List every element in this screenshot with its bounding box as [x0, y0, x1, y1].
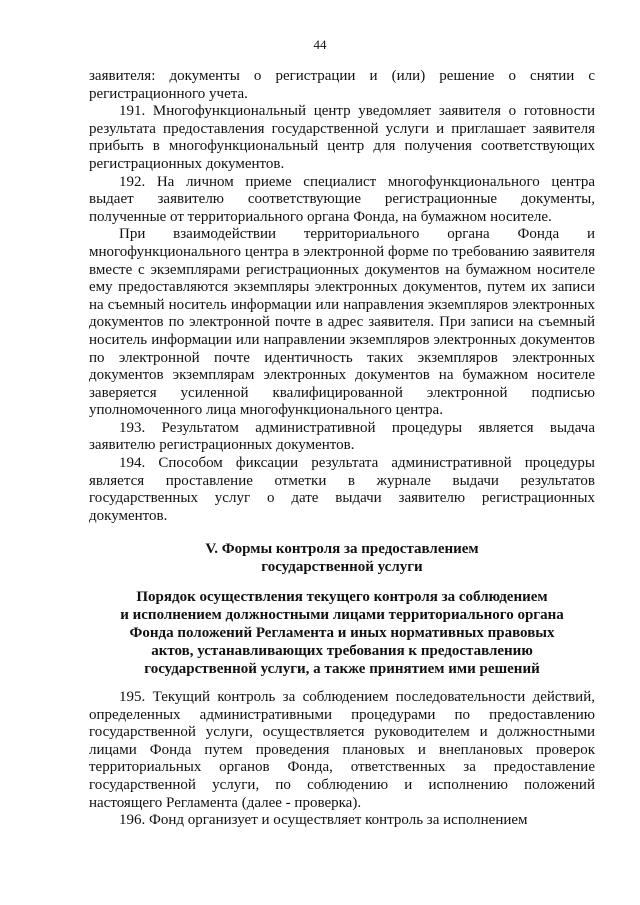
- paragraph-192-interaction: При взаимодействии территориального органа Фонда и многофункционального центра в электронной форме по требованию заявителя вместе с экземплярами регистрационных документов на бумажном носителе ему предоставляются экземпляры электронных документов, путем их записи на съемный носитель информации или направления экземпляров электронных документов по электронной почте в адрес заявителя. При записи на съемный носитель информации или направлении экземпляров электронных документов по электронной почте идентичность таких экземпляров электронных документов экземплярам электронных документов на бумажном носителе заверяется усиленной квалифицированной электронной подписью уполномоченного лица многофункционального центра.: [89, 226, 595, 419]
- subsection-title-line-1: Порядок осуществления текущего контроля за соблюдением: [136, 589, 548, 605]
- subsection-title-line-4: актов, устанавливающих требования к предоставлению: [151, 643, 533, 659]
- subsection-heading: [89, 588, 595, 678]
- paragraph-continuation: заявителя: документы о регистрации и (или) решение о снятии с регистрационного учета.: [89, 68, 595, 102]
- text-block-lower: [89, 689, 595, 830]
- subsection-title-line-3: Фонда положений Регламента и иных нормативных правовых: [129, 625, 555, 641]
- paragraph-193: 193. Результатом административной процедуры является выдача заявителю регистрационных документов.: [89, 419, 595, 454]
- paragraph-195: 195. Текущий контроль за соблюдением последовательности действий, определенных административными процедурами по предоставлению государственной услуги, осуществляется руководителем и должностными лицами Фонда путем проведения плановых и внеплановых проверок территориальных органов Фонда, ответственных за предоставление государственной услуги, по соблюдению и исполнению положений настоящего Регламента (далее - проверка).: [89, 689, 595, 811]
- section-title-line-2: государственной услуги: [261, 559, 423, 575]
- section-title-line-1: V. Формы контроля за предоставлением: [205, 541, 479, 557]
- page-number: 44: [313, 37, 327, 52]
- paragraph-194: 194. Способом фиксации результата административной процедуры является проставление отметки в журнале выдачи результатов государственных услуг о дате выдачи заявителю регистрационных документов.: [89, 455, 595, 524]
- section-heading: [89, 540, 595, 576]
- text-block-upper: [89, 68, 595, 525]
- paragraph-196: 196. Фонд организует и осуществляет контроль за исполнением: [119, 812, 528, 829]
- subsection-title-line-5: государственной услуги, а также принятием ими решений: [144, 661, 540, 677]
- paragraph-192: 192. На личном приеме специалист многофункционального центра выдает заявителю соответствующие регистрационные документы, полученные от территориального органа Фонда, на бумажном носителе.: [89, 173, 595, 225]
- paragraph-191: 191. Многофункциональный центр уведомляет заявителя о готовности результата предоставления государственной услуги и приглашает заявителя прибыть в многофункциональный центр для получения соответствующих регистрационных документов.: [89, 103, 595, 172]
- subsection-title-line-2: и исполнением должностными лицами территориального органа: [120, 607, 564, 623]
